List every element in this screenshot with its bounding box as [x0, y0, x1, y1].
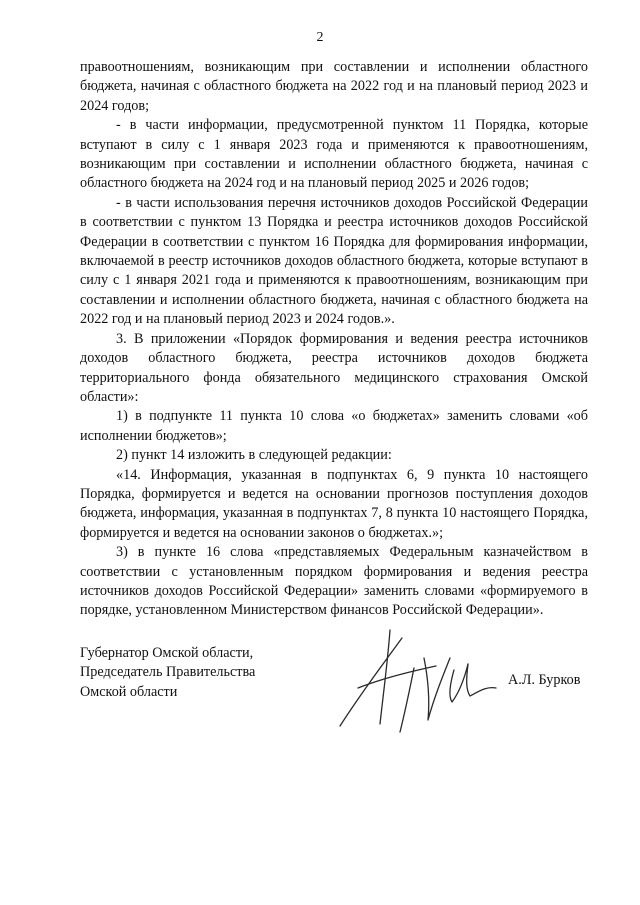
paragraph-continuation: правоотношениям, возникающим при составлении и исполнении областного бюджета, начиная с областного бюджета на 2022 год и на плановый период 2023 и 2024 годов; [80, 59, 588, 114]
paragraph-subitem-3: 3) в пункте 16 слова «представляемых Федеральным казначейством в соответствии с установленным порядком формирования и ведения реестра источников доходов Российской Федерации» заменить словами «формируемого в порядке, установленном Министерством финансов Российской Федерации». [80, 544, 588, 619]
paragraph-subitem-1: 1) в подпункте 11 пункта 10 слова «о бюджетах» заменить словами «об исполнении бюджетов»; [80, 408, 588, 444]
paragraph-point-14: «14. Информация, указанная в подпунктах 6, 9 пункта 10 настоящего Порядка, формируется и ведется на основании прогнозов поступления доходов бюджета, информация, указанная в подпунктах 7, 8 пункта 10 настоящего Порядка, формируется и ведется на основании законов о бюджетах.»; [80, 466, 588, 541]
signatory-title-line: Омской области [80, 683, 178, 700]
signer-name: А.Л. Бурков [508, 672, 581, 688]
paragraph-subitem-2: 2) пункт 14 изложить в следующей редакции: [116, 447, 392, 464]
signatory-title [80, 644, 255, 702]
signatory-title-line: Председатель Правительства [80, 664, 256, 681]
signatory-title-line: Губернатор Омской области, [80, 645, 254, 661]
page-number: 2 [316, 30, 324, 45]
document-body [80, 58, 588, 621]
handwritten-signature [318, 628, 508, 738]
paragraph-item-sources-list: - в части использования перечня источников доходов Российской Федерации в соответствии с пунктом 13 Порядка и реестра источников доходов Российской Федерации в соответствии с пунктом 16 Порядка для формирования информации, включаемой в реестр источников доходов областного бюджета, которые вступают в силу с 1 января 2021 года и применяются к правоотношениям, возникающим при составлении и исполнении областного бюджета, начиная с областного бюджета на 2022 год и на плановый период 2023 и 2024 годов.». [80, 194, 588, 328]
paragraph-section-3: 3. В приложении «Порядок формирования и ведения реестра источников доходов областного бюджета, реестра источников доходов бюджета территориального фонда обязательного медицинского страхования Омской области»: [80, 330, 588, 405]
paragraph-item-info-11: - в части информации, предусмотренной пунктом 11 Порядка, которые вступают в силу с 1 января 2023 года и применяются к правоотношениям, возникающим при составлении и исполнении областного бюджета, начиная с областного бюджета на 2024 год и на плановый период 2025 и 2026 годов; [80, 117, 588, 192]
